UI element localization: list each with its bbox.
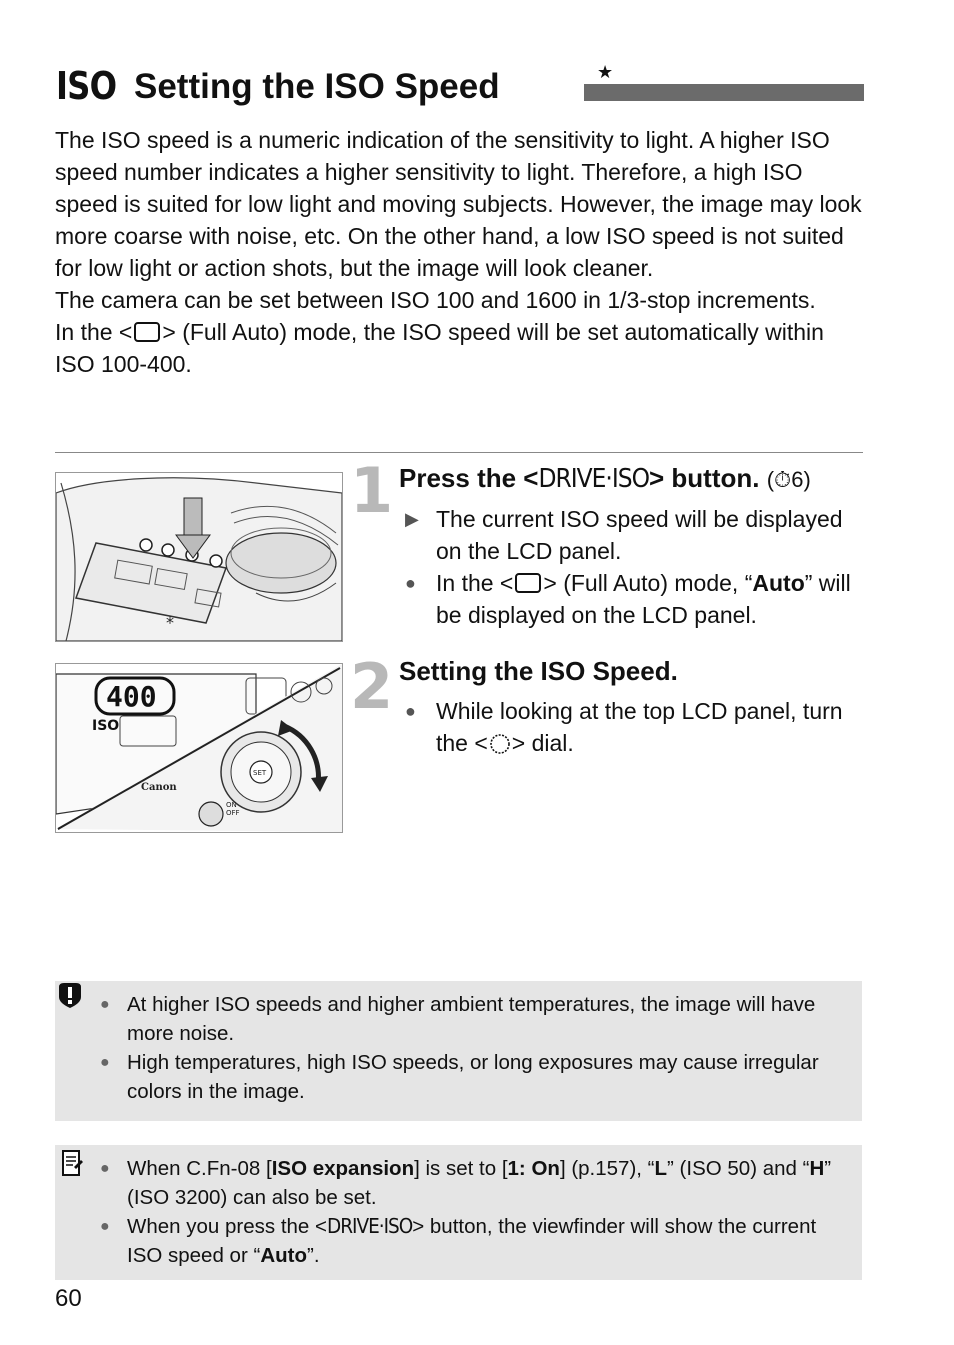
list-item [100, 1154, 840, 1212]
dot-bullet-icon: ● [405, 701, 416, 721]
lcd-value: 400 [106, 680, 157, 713]
memo-text: > button, the viewfinder will show the current ISO speed or “ [127, 1215, 817, 1267]
list-item [100, 1048, 840, 1106]
caution-box [55, 981, 862, 1121]
lcd-dial-illustration [55, 663, 343, 833]
lcd-iso-label: ISO [92, 718, 120, 734]
bullet-text: > dial. [511, 730, 574, 756]
bullet-text: In the < [436, 570, 514, 596]
memo-text: When C.Fn-08 [ [127, 1157, 272, 1180]
memo-text: ] (p.157), “ [559, 1157, 655, 1180]
page-title: Setting the ISO Speed [134, 67, 500, 106]
step-2-title: Setting the ISO Speed. [399, 656, 678, 686]
memo-bold: H [809, 1157, 825, 1180]
divider [55, 452, 863, 453]
lcd-dial-drawing [56, 664, 342, 832]
memo-bold: L [654, 1157, 668, 1180]
intro-paragraph-3 [55, 316, 863, 380]
memo-text: ” (ISO 3200) can also be set. [127, 1157, 832, 1209]
memo-text: ”. [307, 1244, 320, 1267]
heading-bar [584, 84, 864, 101]
dot-bullet-icon: ● [100, 996, 110, 1013]
ref-value: 6 [791, 467, 804, 492]
section-heading [56, 62, 864, 112]
brand-label: Canon [141, 782, 177, 793]
intro-text [55, 124, 863, 380]
photo1-star-label: * [166, 613, 174, 632]
caution-text: At higher ISO speeds and higher ambient temperatures, the image will have more noise. [127, 993, 816, 1045]
intro-p3-after: > (Full Auto) mode, the ISO speed will be set automatically within ISO 100-400. [55, 319, 824, 377]
intro-paragraph-2: The camera can be set between ISO 100 and 1600 in 1/3-stop increments. [55, 287, 816, 313]
ref-close: ) [803, 467, 811, 492]
bullet-text: While looking at the top LCD panel, turn the < [436, 698, 843, 756]
step-2-number: 2 [350, 650, 394, 723]
step-1-title [399, 463, 811, 494]
full-auto-icon [515, 573, 541, 593]
dot-bullet-icon: ● [100, 1160, 110, 1177]
step-1-number: 1 [350, 454, 394, 527]
main-dial-icon [488, 730, 512, 756]
dot-bullet-icon: ● [100, 1054, 110, 1071]
memo-bold: 1: On [507, 1157, 560, 1180]
step-1-title-prefix: Press the < [399, 463, 539, 493]
caution-list [100, 990, 840, 1106]
memo-text: ] is set to [ [414, 1157, 508, 1180]
intro-paragraph-1: The ISO speed is a numeric indication of the sensitivity to light. A higher ISO speed number indicates a higher sensitivity to light. Therefore, a high ISO speed is suited for low light and moving subjects. However, the image may look more coarse with noise, etc. On the other hand, a low ISO speed is not suited for low light or action shots, but the image will look cleaner. [55, 127, 862, 281]
ref-open: ( [766, 467, 775, 492]
dot-bullet-icon: ● [405, 573, 416, 593]
list-item [100, 990, 840, 1048]
timer-reference [767, 467, 811, 492]
memo-list [100, 1154, 840, 1270]
memo-icon [61, 1149, 85, 1184]
memo-text: When you press the < [127, 1215, 327, 1238]
step-1-title-suffix: > button. [649, 463, 760, 493]
camera-top-drawing [56, 473, 342, 641]
off-label: OFF [226, 809, 240, 817]
caution-text: High temperatures, high ISO speeds, or long exposures may cause irregular colors in the image. [127, 1051, 819, 1103]
intro-p3-before: In the < [55, 319, 133, 345]
memo-box [55, 1145, 862, 1280]
list-item [405, 567, 865, 631]
set-label: SET [253, 769, 267, 777]
on-label: ON [226, 801, 237, 809]
page-number: 60 [55, 1285, 82, 1312]
timer-icon: ⏱ [774, 467, 792, 492]
drive-iso-button-icon: DRIVE·ISO [327, 1214, 413, 1238]
dot-bullet-icon: ● [100, 1218, 110, 1235]
list-item [100, 1212, 840, 1270]
list-item [405, 503, 865, 567]
memo-bold: Auto [260, 1244, 307, 1267]
step-2-bullets [405, 695, 865, 759]
step-1-bullets [405, 503, 865, 631]
full-auto-icon [134, 322, 160, 342]
list-item [405, 695, 865, 759]
memo-text: ” (ISO 50) and “ [667, 1157, 810, 1180]
bullet-text: > (Full Auto) mode, “ [543, 570, 753, 596]
bullet-text: The current ISO speed will be displayed on the LCD panel. [436, 506, 843, 564]
camera-top-illustration [55, 472, 343, 642]
star-icon: ★ [597, 62, 614, 82]
bullet-bold: Auto [752, 570, 805, 596]
caution-icon [55, 981, 85, 1016]
drive-iso-button-icon: DRIVE·ISO [538, 464, 649, 494]
memo-bold: ISO expansion [271, 1157, 415, 1180]
arrow-bullet-icon: ▶ [405, 509, 419, 529]
iso-icon: ISO [56, 64, 117, 108]
bullet-text: ” will be displayed on the LCD panel. [436, 570, 851, 628]
